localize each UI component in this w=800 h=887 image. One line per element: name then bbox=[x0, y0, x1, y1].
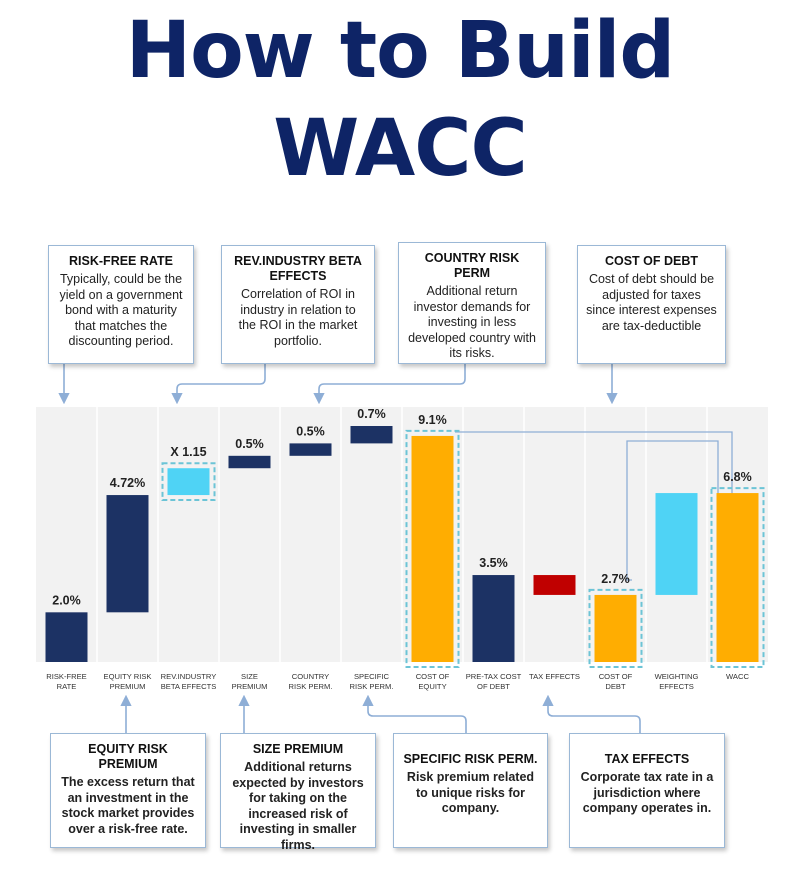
bar-9 bbox=[534, 575, 576, 595]
callout-body: Correlation of ROI in industry in relation to the ROI in the market portfolio. bbox=[238, 287, 358, 348]
title-line-1: How to Build bbox=[125, 6, 675, 96]
x-tick-label-10: DEBT bbox=[605, 682, 626, 691]
x-tick-label-3: REV.INDUSTRY bbox=[160, 672, 217, 681]
callout-body: Additional returns expected by investors for taking on the increased risk of investing in smaller firms. bbox=[232, 760, 364, 852]
callout-title: COST OF DEBT bbox=[604, 254, 699, 268]
data-label-4: 0.5% bbox=[235, 436, 264, 451]
data-label-7: 9.1% bbox=[418, 412, 447, 427]
x-tick-label-6: RISK PERM. bbox=[349, 682, 394, 691]
x-tick-label-4: PREMIUM bbox=[231, 682, 268, 691]
callout-title: SPECIFIC RISK PERM. bbox=[403, 752, 538, 766]
data-label-3: X 1.15 bbox=[170, 445, 207, 460]
title-line-2: WACC bbox=[273, 104, 527, 194]
data-label-1: 2.0% bbox=[52, 593, 81, 608]
connector-beta bbox=[177, 364, 265, 402]
callout-title: EQUITY RISK PREMIUM bbox=[88, 742, 168, 771]
data-label-5: 0.5% bbox=[296, 424, 325, 439]
x-tick-label-8: PRE-TAX COST bbox=[465, 672, 522, 681]
data-label-8: 3.5% bbox=[479, 556, 508, 571]
data-label-6: 0.7% bbox=[357, 407, 386, 421]
x-tick-label-11: WEIGHTING bbox=[654, 672, 699, 681]
x-tick-label-1: RISK-FREE bbox=[46, 672, 87, 681]
x-tick-label-10: COST OF bbox=[598, 672, 633, 681]
callout-title: RISK-FREE RATE bbox=[69, 254, 173, 268]
connector-specific bbox=[368, 697, 466, 733]
data-label-12: 6.8% bbox=[723, 470, 752, 485]
x-tick-label-11: EFFECTS bbox=[659, 682, 694, 691]
x-tick-label-4: SIZE bbox=[241, 672, 258, 681]
callout-country-risk bbox=[398, 242, 546, 364]
x-tick-label-12: WACC bbox=[726, 672, 749, 681]
callout-equity-risk-premium bbox=[50, 733, 206, 848]
x-tick-label-6: SPECIFIC bbox=[353, 672, 390, 681]
bar-11 bbox=[656, 493, 698, 595]
callout-risk-free-rate bbox=[48, 245, 194, 364]
x-tick-label-8: OF DEBT bbox=[477, 682, 510, 691]
callout-size-premium bbox=[220, 733, 376, 852]
x-tick-label-2: EQUITY RISK bbox=[103, 672, 152, 681]
x-tick-label-5: COUNTRY bbox=[291, 672, 330, 681]
callout-title: REV.INDUSTRY BETA EFFECTS bbox=[234, 254, 362, 283]
bar-7 bbox=[412, 436, 454, 662]
callout-body: The excess return that an investment in the stock market provides over a risk-free rate. bbox=[61, 775, 195, 836]
bar-3 bbox=[168, 468, 210, 495]
callout-body: Additional return investor demands for investing in less developed country with its risks. bbox=[408, 284, 536, 360]
bar-4 bbox=[229, 456, 271, 468]
bar-8 bbox=[473, 575, 515, 662]
bar-10 bbox=[595, 595, 637, 662]
data-label-2: 4.72% bbox=[109, 476, 146, 491]
bar-5 bbox=[290, 443, 332, 455]
callout-rev-industry-beta bbox=[221, 245, 375, 364]
x-tick-label-2: PREMIUM bbox=[109, 682, 146, 691]
x-tick-label-9: TAX EFFECTS bbox=[529, 672, 580, 681]
bar-2 bbox=[107, 495, 149, 612]
callout-body: Typically, could be the yield on a government bond with a maturity that matches the discounting period. bbox=[59, 272, 183, 348]
bar-6 bbox=[351, 426, 393, 443]
bar-1 bbox=[46, 612, 88, 662]
callout-body: Risk premium related to unique risks for company. bbox=[406, 770, 535, 815]
callout-body: Cost of debt should be adjusted for taxes since interest expenses are tax-deductible bbox=[586, 272, 717, 333]
callout-body: Corporate tax rate in a jurisdiction where company operates in. bbox=[580, 770, 714, 815]
callout-specific-risk-perm bbox=[393, 733, 548, 848]
x-tick-label-5: RISK PERM. bbox=[288, 682, 333, 691]
connector-tax bbox=[548, 697, 640, 733]
x-tick-label-3: BETA EFFECTS bbox=[160, 682, 217, 691]
callout-title: COUNTRY RISK PERM bbox=[424, 251, 520, 280]
callout-title: SIZE PREMIUM bbox=[252, 742, 344, 756]
callout-tax-effects bbox=[569, 733, 725, 848]
callout-title: TAX EFFECTS bbox=[604, 752, 690, 766]
bar-12 bbox=[717, 493, 759, 662]
x-tick-label-7: COST OF bbox=[415, 672, 450, 681]
x-tick-label-1: RATE bbox=[56, 682, 77, 691]
connector-country bbox=[319, 364, 465, 402]
data-label-10: 2.7% bbox=[601, 571, 630, 586]
x-tick-label-7: EQUITY bbox=[418, 682, 447, 691]
callout-cost-of-debt bbox=[577, 245, 726, 364]
